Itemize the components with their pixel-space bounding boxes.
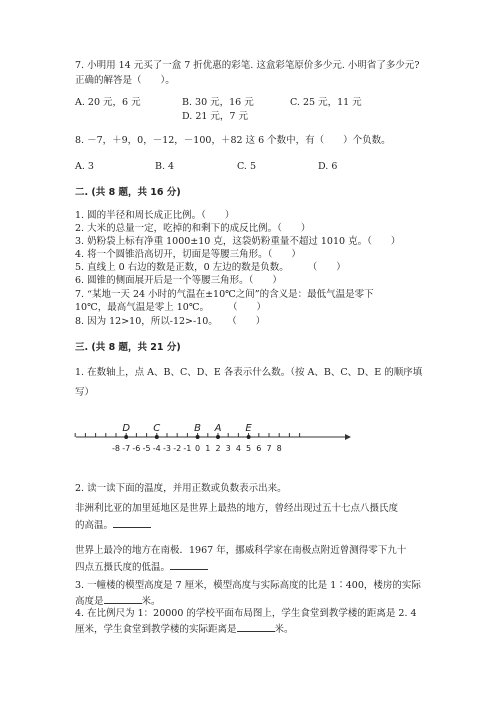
number-line-point-label-e: E xyxy=(245,423,252,434)
answer-blank-q2b[interactable] xyxy=(170,560,208,570)
s3-q2b-line2-text: 四点五摄氏度的低温。 xyxy=(75,562,171,573)
s2-item-1: 1. 圆的半径和周长成正比例。（ ） xyxy=(75,210,235,221)
q7-option-a: A. 20 元，6 元 xyxy=(75,97,141,108)
number-line-tick-label: 6 xyxy=(256,444,262,453)
q7-line2: 正确的解答是（ ）。 xyxy=(75,75,175,86)
s3-q3-line2-b: 米。 xyxy=(141,596,161,607)
q7-option-b: B. 30 元，16 元 xyxy=(182,97,254,108)
section3-title: 三. (共 8 题，共 21 分) xyxy=(75,342,181,353)
s2-item-7: 7. “某地一天 24 小时的气温在±10℃之间”的含义是：最低气温是零下 xyxy=(75,289,374,300)
s3-q2: 2. 读一读下面的温度，并用正数或负数表示出来。 xyxy=(75,483,287,494)
s2-item-4: 4. 将一个圆锥沿高切开，切面是等腰三角形。（ ） xyxy=(75,249,301,260)
s3-q4-line2-a: 厘米，学生食堂到教学楼的实际距离是 xyxy=(75,624,237,635)
answer-blank-q3[interactable] xyxy=(104,594,142,604)
q8-option-a: A. 3 xyxy=(75,161,94,172)
number-line-point-label-b: B xyxy=(194,423,202,434)
answer-blank-q2a[interactable] xyxy=(113,518,151,528)
s3-q1-line2: 写） xyxy=(75,387,95,398)
number-line-tick-label: -8 xyxy=(112,444,120,453)
number-line-tick-label: 2 xyxy=(215,444,221,453)
s2-item-2: 2. 大米的总量一定，吃掉的和剩下的成反比例。（ ） xyxy=(75,223,311,234)
s2-item-3: 3. 奶粉袋上标有净重 1000±10 克，这袋奶粉重量不超过 1010 克。（ ） xyxy=(75,236,401,247)
number-line-point-a xyxy=(216,435,220,439)
s2-item-7-cont: 10℃，最高气温是零上 10℃。 （ ） xyxy=(75,302,266,313)
q8-option-d: D. 6 xyxy=(318,161,338,172)
number-line-point-e xyxy=(247,435,251,439)
number-line-point-label-c: C xyxy=(153,423,161,434)
number-line-tick-label: 0 xyxy=(195,444,201,453)
s3-q4-line2-b: 米。 xyxy=(274,624,294,635)
s2-item-6: 6. 圆锥的侧面展开后是一个等腰三角形。（ ） xyxy=(75,275,282,286)
q7-option-d: D. 21 元，7 元 xyxy=(182,111,248,122)
answer-blank-q4[interactable] xyxy=(237,622,275,632)
number-line-point-d xyxy=(124,435,128,439)
q8-option-c: C. 5 xyxy=(237,161,257,172)
s3-q3-line2-a: 高度是 xyxy=(75,596,104,607)
q8-text: 8. －7，＋9，0，－12，－100，＋82 这 6 个数中，有（ ）个负数。 xyxy=(75,135,391,146)
number-line-point-b xyxy=(196,435,200,439)
s2-item-8: 8. 因为 12>10，所以-12>-10。 （ ） xyxy=(75,316,266,327)
s3-q2a-line2-text: 的高温。 xyxy=(75,520,114,531)
number-line-tick-label: -2 xyxy=(173,444,182,453)
q7-option-c: C. 25 元，11 元 xyxy=(290,97,362,108)
number-line-tick-label: -7 xyxy=(122,444,131,453)
q7-text: 7. 小明用 14 元买了一盒 7 折优惠的彩笔. 这盒彩笔原价多少元. 小明省了多少元? xyxy=(75,60,420,71)
number-line-point-label-a: A xyxy=(214,423,222,434)
s3-q1-line1: 1. 在数轴上，点 A、B、C、D、E 各表示什么数。（按 A、B、C、D、E 的顺序填 xyxy=(75,367,423,378)
number-line-tick-label: 8 xyxy=(276,444,282,453)
s3-q2a-line1: 非洲利比亚的加里延地区是世界上最热的地方，曾经出现过五十七点八摄氏度 xyxy=(75,503,399,514)
s3-q2b-line2 xyxy=(75,560,208,575)
number-line-tick-label: 4 xyxy=(235,444,241,453)
number-line-tick-label: 1 xyxy=(205,444,211,453)
number-line-point-label-d: D xyxy=(122,423,131,434)
number-line-tick-label: 3 xyxy=(225,444,231,453)
number-line-tick-label: -4 xyxy=(152,444,161,453)
s3-q3-line2 xyxy=(75,594,161,609)
s3-q2a-line2 xyxy=(75,518,151,533)
number-line-point-c xyxy=(155,435,159,439)
q8-option-b: B. 4 xyxy=(155,161,175,172)
number-line-tick-label: -6 xyxy=(132,444,141,453)
number-line-tick-label: 5 xyxy=(246,444,252,453)
number-line-tick-label: -1 xyxy=(183,444,192,453)
s3-q2b-line1: 世界上最冷的地方在南极．1967 年，挪威科学家在南极点附近曾测得零下九十 xyxy=(75,545,407,556)
s3-q4-line1: 4. 在比例尺为 1：20000 的学校平面布局图上，学生食堂到教学楼的距离是 2. 4 xyxy=(75,608,417,619)
s3-q4-line2 xyxy=(75,622,294,637)
number-line-tick-label: -3 xyxy=(163,444,171,453)
s2-item-5: 5. 直线上 0 右边的数是正数，0 左边的数是负数。 （ ） xyxy=(75,262,346,273)
s3-q3-line1: 3. 一幢楼的模型高度是 7 厘米，模型高度与实际高度的比是 1∶400，楼房的实际 xyxy=(75,580,421,591)
number-line-tick-label: 7 xyxy=(266,444,272,453)
number-line-tick-label: -5 xyxy=(142,444,151,453)
number-line xyxy=(70,415,360,465)
section2-title: 二. (共 8 题，共 16 分) xyxy=(75,187,181,198)
